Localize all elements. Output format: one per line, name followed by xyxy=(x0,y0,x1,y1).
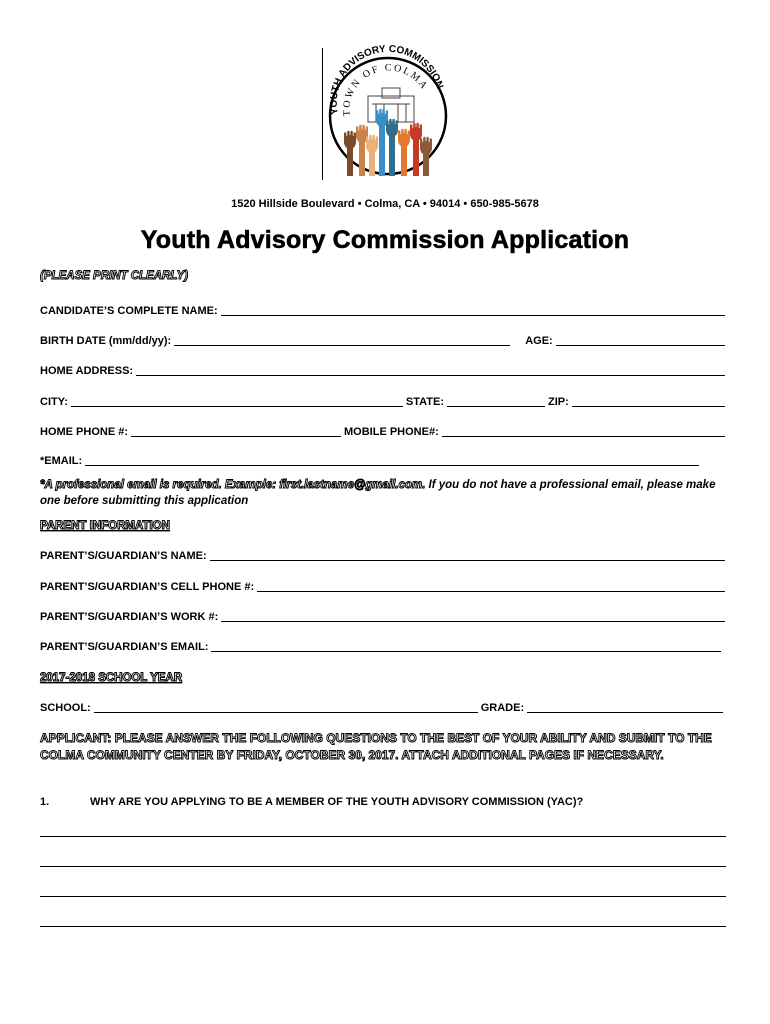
home-phone-blank[interactable] xyxy=(131,426,341,437)
parent-name-blank[interactable] xyxy=(210,550,725,561)
school-blank[interactable] xyxy=(94,702,478,713)
parent-email-blank[interactable] xyxy=(211,641,721,652)
candidate-name-field[interactable] xyxy=(40,305,728,317)
hand-icon xyxy=(356,125,368,176)
parent-work-blank[interactable] xyxy=(221,611,725,622)
email-label: *EMAIL: xyxy=(40,455,83,467)
applicant-instructions: APPLICANT: PLEASE ANSWER THE FOLLOWING QUESTIONS TO THE BEST OF YOUR ABILITY AND SUBMIT TO THE COLMA COMMUNITY CENTER BY FRIDAY, OCTOBER 30, 2017. ATTACH ADDITIONAL PAGES IF NECESSARY. xyxy=(40,731,712,762)
email-requirement-italic: If you do not have a professional email, please make one before submitting this application xyxy=(40,479,716,507)
school-label: SCHOOL: xyxy=(40,702,91,714)
city-blank[interactable] xyxy=(71,396,403,407)
zip-label: ZIP: xyxy=(548,396,569,408)
mobile-phone-blank[interactable] xyxy=(442,426,725,437)
home-address-label: HOME ADDRESS: xyxy=(40,365,134,377)
school-grade-row xyxy=(40,702,726,714)
logo-inner-text: TOWN OF COLMA xyxy=(341,62,431,117)
parent-cell-blank[interactable] xyxy=(257,581,725,592)
zip-blank[interactable] xyxy=(572,396,725,407)
parent-work-label: PARENT’S/GUARDIAN’S WORK #: xyxy=(40,611,219,623)
logo-arc-text: YOUTH ADVISORY COMMISSION xyxy=(328,44,445,116)
state-label: STATE: xyxy=(405,396,444,408)
organization-address: 1520 Hillside Boulevard • Colma, CA • 94014 • 650-985-5678 xyxy=(231,198,539,210)
print-clearly-note: (PLEASE PRINT CLEARLY) xyxy=(40,270,189,282)
email-blank[interactable] xyxy=(85,455,699,466)
hand-icon xyxy=(386,119,398,176)
parent-email-field[interactable] xyxy=(40,641,724,653)
building-icon xyxy=(368,88,414,122)
home-address-blank[interactable] xyxy=(136,365,725,376)
home-phone-label: HOME PHONE #: xyxy=(40,426,129,438)
page-title: Youth Advisory Commission Application xyxy=(140,226,630,254)
home-address-field[interactable] xyxy=(40,365,728,377)
youth-advisory-commission-logo xyxy=(320,44,450,184)
hand-icon xyxy=(398,129,410,176)
question-1-text: WHY ARE YOU APPLYING TO BE A MEMBER OF THE YOUTH ADVISORY COMMISSION (YAC)? xyxy=(90,796,584,808)
state-blank[interactable] xyxy=(447,396,545,407)
question-1 xyxy=(40,796,728,808)
parent-name-field[interactable] xyxy=(40,550,728,562)
phone-row xyxy=(40,426,728,438)
answer-line[interactable] xyxy=(40,896,726,897)
parent-cell-field[interactable] xyxy=(40,581,728,593)
birth-age-row xyxy=(40,335,728,347)
email-requirement-outlined: *A professional email is required. Example: first.lastname@gmail.com. xyxy=(40,479,426,491)
parent-email-label: PARENT’S/GUARDIAN’S EMAIL: xyxy=(40,641,209,653)
parent-work-field[interactable] xyxy=(40,611,728,623)
age-blank[interactable] xyxy=(556,335,725,346)
answer-line[interactable] xyxy=(40,866,726,867)
email-field[interactable] xyxy=(40,455,702,467)
parent-name-label: PARENT’S/GUARDIAN’S NAME: xyxy=(40,550,207,562)
hand-icon xyxy=(344,131,356,176)
school-year-heading: 2017-2018 SCHOOL YEAR xyxy=(40,672,183,684)
birth-date-label: BIRTH DATE (mm/dd/yy): xyxy=(40,335,172,347)
mobile-phone-label: MOBILE PHONE#: xyxy=(344,426,439,438)
candidate-name-label: CANDIDATE’S COMPLETE NAME: xyxy=(40,305,218,317)
city-label: CITY: xyxy=(40,396,68,408)
city-state-zip-row xyxy=(40,396,728,408)
candidate-name-blank[interactable] xyxy=(221,305,725,316)
birth-date-blank[interactable] xyxy=(174,335,510,346)
answer-line[interactable] xyxy=(40,836,726,837)
question-1-number: 1. xyxy=(40,796,50,808)
parent-information-heading: PARENT INFORMATION xyxy=(40,520,170,532)
grade-blank[interactable] xyxy=(527,702,723,713)
parent-cell-label: PARENT’S/GUARDIAN’S CELL PHONE #: xyxy=(40,581,255,593)
email-requirement-note xyxy=(40,477,730,509)
grade-label: GRADE: xyxy=(480,702,525,714)
answer-line[interactable] xyxy=(40,926,726,927)
age-label: AGE: xyxy=(525,335,553,347)
